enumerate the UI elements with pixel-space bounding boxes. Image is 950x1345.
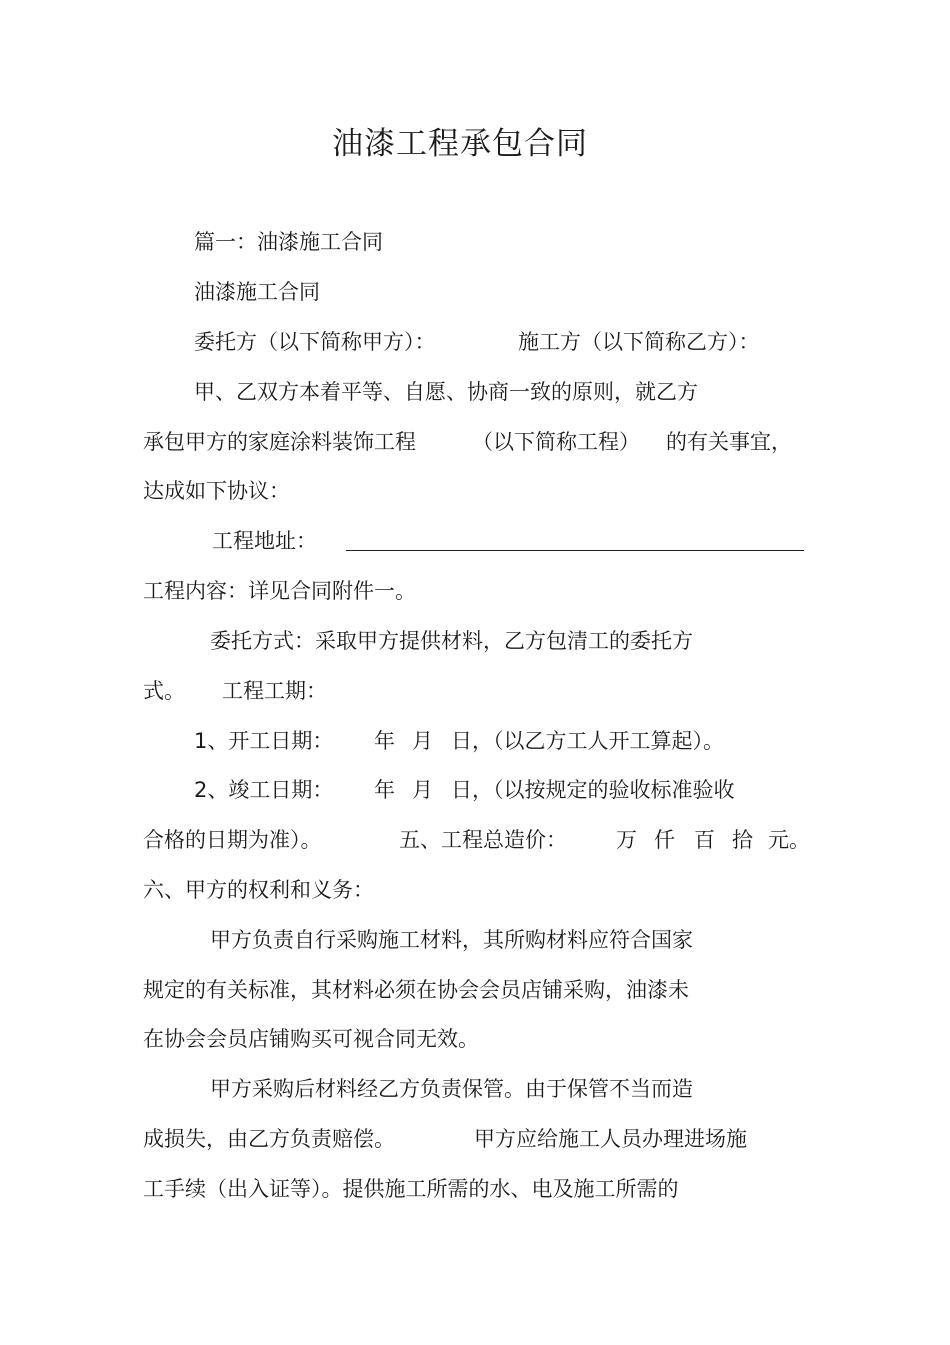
text-line: 承包甲方的家庭涂料装饰工程 (143, 430, 416, 454)
text-line: 甲方负责自行采购施工材料，其所购材料应符合国家 (210, 928, 693, 952)
amount-unit: 百 (694, 828, 715, 852)
text-line: 委托方（以下简称甲方）： (194, 330, 436, 354)
text-line: 甲方应给施工人员办理进场施 (474, 1127, 747, 1151)
amount-unit: 仟 (654, 828, 675, 852)
date-year: 年 (374, 778, 395, 802)
text-line: 工程工期： (222, 679, 327, 703)
text-line: 篇一：油漆施工合同 (194, 230, 383, 254)
address-blank-line (346, 550, 804, 551)
date-month: 月 (412, 778, 433, 802)
text-line: 2、竣工日期： (194, 778, 334, 802)
text-line: 日，（以乙方工人开工算起）。 (451, 729, 724, 753)
text-line: 油漆施工合同 (194, 280, 320, 304)
text-line: 规定的有关标准，其材料必须在协会会员店铺采购，油漆未 (143, 978, 689, 1002)
date-year: 年 (374, 729, 395, 753)
text-line: 甲、乙双方本着平等、自愿、协商一致的原则，就乙方 (194, 380, 698, 404)
text-line: 合格的日期为准）。 (143, 828, 322, 852)
text-line: 工程内容：详见合同附件一。 (143, 579, 416, 603)
text-line: 达成如下协议： (143, 479, 290, 503)
text-line: 的有关事宜， (666, 430, 792, 454)
text-line: 在协会会员店铺购买可视合同无效。 (143, 1027, 479, 1051)
text-line: 日，（以按规定的验收标准验收 (451, 778, 735, 802)
section-heading: 六、甲方的权利和义务： (143, 878, 374, 902)
amount-unit: 万 (616, 828, 637, 852)
amount-unit: 元。 (768, 828, 810, 852)
text-line: 成损失，由乙方负责赔偿。 (143, 1127, 395, 1151)
text-line: （以下简称工程） (472, 430, 640, 454)
amount-unit: 拾 (732, 828, 753, 852)
text-line: 1、开工日期： (194, 729, 334, 753)
text-line: 委托方式：采取甲方提供材料，乙方包清工的委托方 (210, 629, 693, 653)
field-label: 工程地址： (212, 529, 317, 553)
document-title: 油漆工程承包合同 (332, 126, 588, 162)
text-line: 工手续（出入证等）。提供施工所需的水、电及施工所需的 (143, 1177, 679, 1201)
date-month: 月 (412, 729, 433, 753)
text-line: 甲方采购后材料经乙方负责保管。由于保管不当而造 (210, 1077, 693, 1101)
text-line: 五、工程总造价： (399, 828, 567, 852)
text-line: 施工方（以下简称乙方）： (518, 330, 760, 354)
text-line: 式。 (143, 679, 185, 703)
